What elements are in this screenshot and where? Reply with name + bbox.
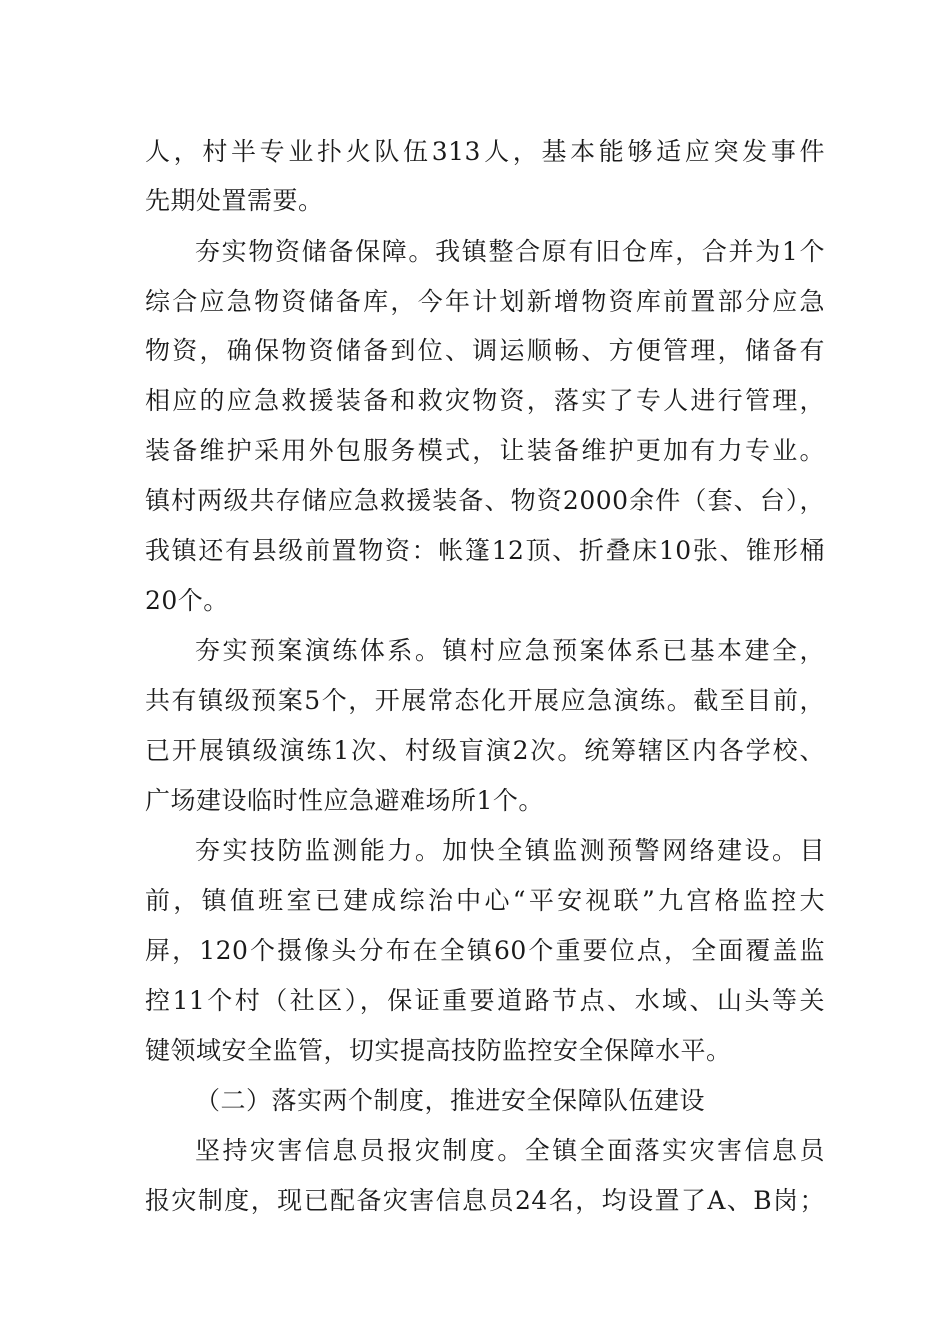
text-line: 先期处置需要。 xyxy=(145,186,324,215)
text-line: 综合应急物资储备库，今年计划新增物资库前置部分应急 xyxy=(145,287,825,316)
paragraph-start-line: 坚持灾害信息员报灾制度。全镇全面落实灾害信息员 xyxy=(195,1136,825,1165)
text-line: 相应的应急救援装备和救灾物资，落实了专人进行管理， xyxy=(145,386,825,415)
paragraph-start-line: 夯实物资储备保障。我镇整合原有旧仓库，合并为1个 xyxy=(195,237,825,266)
text-line: 控11个村（社区），保证重要道路节点、水域、山头等关 xyxy=(145,986,825,1015)
text-line: 键领域安全监管，切实提高技防监控安全保障水平。 xyxy=(145,1036,732,1065)
text-line: 我镇还有县级前置物资：帐篷12顶、折叠床10张、锥形桶 xyxy=(145,536,825,565)
section-heading: （二）落实两个制度，推进安全保障队伍建设 xyxy=(195,1086,706,1115)
text-line: 报灾制度，现已配备灾害信息员24名，均设置了A、B岗； xyxy=(145,1186,825,1215)
text-line: 人，村半专业扑火队伍313人，基本能够适应突发事件 xyxy=(145,137,825,166)
text-line: 物资，确保物资储备到位、调运顺畅、方便管理，储备有 xyxy=(145,336,825,365)
text-line: 镇村两级共存储应急救援装备、物资2000余件（套、台）， xyxy=(145,486,825,515)
text-line: 已开展镇级演练1次、村级盲演2次。统筹辖区内各学校、 xyxy=(145,736,825,765)
paragraph-start-line: 夯实预案演练体系。镇村应急预案体系已基本建全， xyxy=(195,636,825,665)
text-line: 屏，120个摄像头分布在全镇60个重要位点，全面覆盖监 xyxy=(145,936,825,965)
text-line: 20个。 xyxy=(145,586,229,615)
text-line: 广场建设临时性应急避难场所1个。 xyxy=(145,786,544,815)
text-line: 共有镇级预案5个，开展常态化开展应急演练。截至目前， xyxy=(145,686,825,715)
text-line: 装备维护采用外包服务模式，让装备维护更加有力专业。 xyxy=(145,436,825,465)
text-line: 前，镇值班室已建成综治中心“平安视联”九宫格监控大 xyxy=(145,886,825,915)
paragraph-start-line: 夯实技防监测能力。加快全镇监测预警网络建设。目 xyxy=(195,836,825,865)
